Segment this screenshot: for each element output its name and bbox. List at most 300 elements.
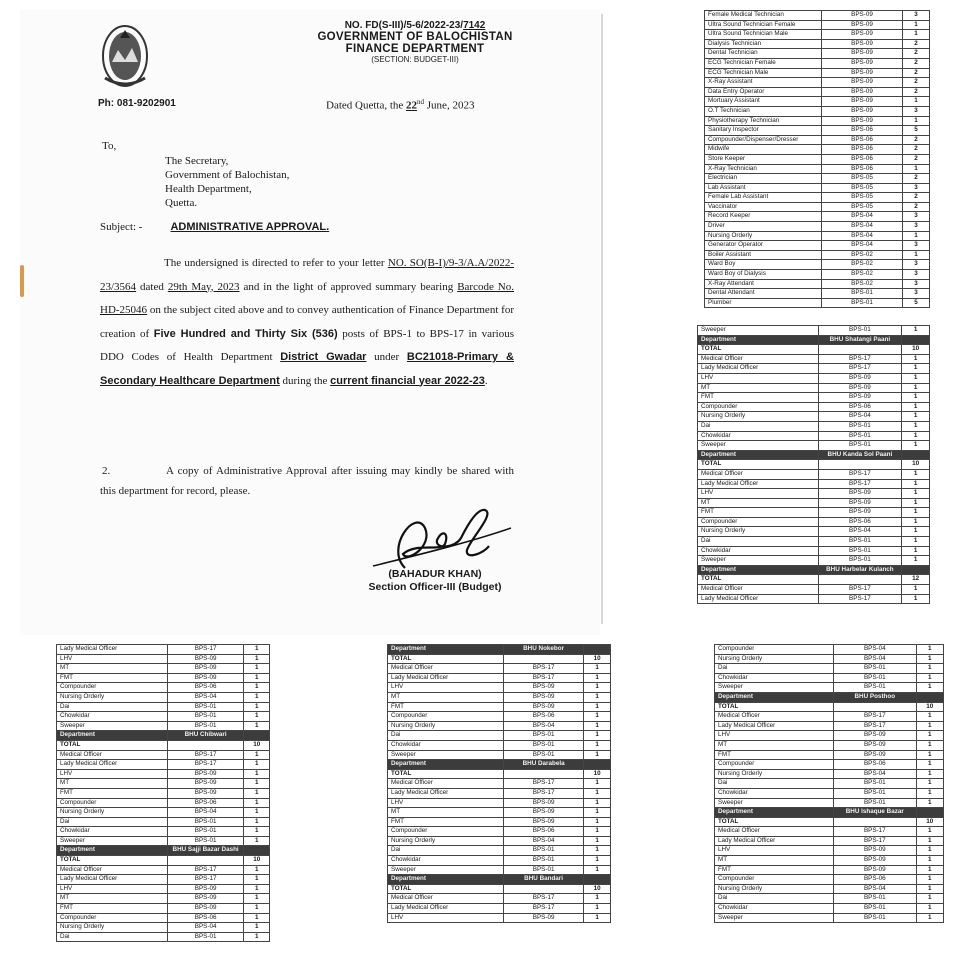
pay-scale: BPS-09	[822, 97, 903, 107]
post-count: 1	[244, 798, 270, 808]
pay-scale: BPS-17	[834, 827, 916, 837]
post-count: 1	[902, 527, 930, 537]
post-count: 1	[584, 788, 611, 798]
post-count: 1	[244, 827, 270, 837]
post-name: Nursing Orderly	[715, 654, 834, 664]
table-row	[57, 779, 270, 789]
post-count: 1	[916, 664, 943, 674]
pay-scale: BPS-09	[167, 894, 244, 904]
table-row	[57, 788, 270, 798]
post-count: 1	[916, 904, 943, 914]
post-count: 1	[244, 702, 270, 712]
table-row	[705, 298, 930, 308]
pay-scale: BPS-09	[818, 508, 902, 518]
table-row	[57, 808, 270, 818]
post-name: Physiotherapy Technician	[705, 116, 822, 126]
paper-clip-mark	[20, 265, 24, 297]
post-count: 10	[584, 654, 611, 664]
post-name: O.T Technician	[705, 106, 822, 116]
post-name: Dialysis Technician	[705, 39, 822, 49]
total-row	[57, 856, 270, 866]
pay-scale: BPS-09	[822, 87, 903, 97]
posts-table	[704, 10, 930, 308]
table-row	[388, 712, 611, 722]
pay-scale: BPS-17	[503, 894, 583, 904]
table-row	[715, 913, 944, 923]
post-count: 1	[244, 808, 270, 818]
post-name: Department	[698, 335, 819, 345]
post-count: 1	[584, 817, 611, 827]
post-name: FMT	[715, 750, 834, 760]
post-name: Compounder	[715, 760, 834, 770]
pay-scale: BPS-01	[167, 836, 244, 846]
department-name: FINANCE DEPARTMENT	[345, 43, 485, 55]
table-row	[715, 884, 944, 894]
table-row	[705, 154, 930, 164]
post-name: Midwife	[705, 145, 822, 155]
table-row	[705, 231, 930, 241]
table-row	[57, 875, 270, 885]
post-name: Lady Medical Officer	[715, 836, 834, 846]
post-name: Chowkidar	[715, 788, 834, 798]
table-row	[698, 489, 930, 499]
post-name: Store Keeper	[705, 154, 822, 164]
pay-scale: BPS-06	[822, 145, 903, 155]
pay-scale: BPS-09	[167, 884, 244, 894]
post-name: Compounder	[388, 712, 504, 722]
post-count: 1	[916, 856, 943, 866]
post-count: 1	[244, 875, 270, 885]
post-name: Chowkidar	[698, 431, 819, 441]
post-name: X-Ray Assistant	[705, 78, 822, 88]
table-row	[705, 20, 930, 30]
pay-scale: BPS-09	[834, 865, 916, 875]
pay-scale	[503, 654, 583, 664]
post-count: 2	[903, 154, 930, 164]
table-row	[388, 731, 611, 741]
pay-scale: BPS-01	[834, 664, 916, 674]
post-count: 3	[903, 11, 930, 21]
post-count: 1	[916, 683, 943, 693]
post-name: Medical Officer	[715, 827, 834, 837]
table-row	[705, 183, 930, 193]
pay-scale: BPS-06	[822, 135, 903, 145]
post-name: Department	[388, 760, 504, 770]
pay-scale: BPS-01	[818, 537, 902, 547]
post-name: FMT	[698, 508, 819, 518]
post-count: 1	[584, 664, 611, 674]
pay-scale: BPS-01	[503, 846, 583, 856]
post-name: Ward Boy	[705, 260, 822, 270]
pay-scale: BPS-06	[818, 517, 902, 527]
post-name: Electrician	[705, 174, 822, 184]
post-count: 1	[244, 788, 270, 798]
post-count: 2	[903, 68, 930, 78]
post-name: Compounder	[388, 827, 504, 837]
post-name: Nursing Orderly	[715, 884, 834, 894]
section-name: (SECTION: BUDGET-III)	[371, 55, 459, 64]
post-count: 2	[903, 135, 930, 145]
table-row	[705, 68, 930, 78]
post-count: 1	[902, 393, 930, 403]
posts-table	[387, 644, 611, 923]
pay-scale: BPS-01	[167, 827, 244, 837]
pay-scale: BPS-06	[503, 827, 583, 837]
post-count	[244, 846, 270, 856]
post-count: 1	[902, 383, 930, 393]
pay-scale: BPS-04	[503, 836, 583, 846]
post-count: 1	[244, 712, 270, 722]
post-name: Lady Medical Officer	[57, 645, 168, 655]
post-name: Chowkidar	[57, 712, 168, 722]
pay-scale: BPS-17	[167, 750, 244, 760]
post-count: 1	[916, 731, 943, 741]
table-row	[705, 202, 930, 212]
post-count: 1	[244, 865, 270, 875]
pay-scale: BPS-06	[822, 126, 903, 136]
posts-list-panel-4	[387, 644, 611, 946]
pay-scale: BPS-04	[167, 692, 244, 702]
post-name: Ward Boy of Dialysis	[705, 270, 822, 280]
table-row	[705, 241, 930, 251]
table-row	[698, 517, 930, 527]
post-name: Boiler Assistant	[705, 250, 822, 260]
post-count: 1	[584, 673, 611, 683]
pay-scale: BPS-17	[834, 712, 916, 722]
pay-scale: BPS-01	[818, 421, 902, 431]
table-row	[715, 712, 944, 722]
post-count	[584, 760, 611, 770]
post-count	[902, 335, 930, 345]
post-name: Dai	[388, 731, 504, 741]
post-count: 2	[903, 39, 930, 49]
post-name: TOTAL	[57, 856, 168, 866]
post-count: 1	[916, 740, 943, 750]
pay-scale: BPS-09	[503, 798, 583, 808]
table-row	[705, 58, 930, 68]
post-count: 1	[584, 740, 611, 750]
table-row	[715, 769, 944, 779]
pay-scale: BPS-01	[167, 817, 244, 827]
post-name: Compounder	[57, 683, 168, 693]
post-count: 10	[584, 769, 611, 779]
table-row	[715, 827, 944, 837]
post-name: Lady Medical Officer	[57, 875, 168, 885]
post-count: 10	[244, 740, 270, 750]
post-name: Nursing Orderly	[698, 412, 819, 422]
post-name: FMT	[388, 702, 504, 712]
pay-scale: BPS-01	[503, 750, 583, 760]
total-row	[715, 817, 944, 827]
pay-scale: BHU Nokebor	[503, 645, 583, 655]
table-row	[715, 865, 944, 875]
post-name: FMT	[57, 788, 168, 798]
pay-scale: BPS-17	[818, 585, 902, 595]
table-row	[388, 836, 611, 846]
approval-letter	[20, 10, 600, 635]
table-row	[698, 546, 930, 556]
pay-scale: BPS-09	[167, 788, 244, 798]
table-row	[698, 383, 930, 393]
pay-scale: BPS-09	[822, 78, 903, 88]
pay-scale: BPS-09	[822, 20, 903, 30]
table-row	[388, 904, 611, 914]
total-row	[57, 740, 270, 750]
table-row	[715, 856, 944, 866]
post-count: 1	[584, 865, 611, 875]
pay-scale: BPS-06	[167, 683, 244, 693]
post-count: 10	[902, 460, 930, 470]
post-count: 1	[902, 479, 930, 489]
post-count: 1	[903, 231, 930, 241]
pay-scale: BPS-04	[818, 527, 902, 537]
table-row	[57, 760, 270, 770]
post-name: Compounder	[715, 645, 834, 655]
pay-scale	[818, 345, 902, 355]
post-name: Medical Officer	[698, 585, 819, 595]
posts-list-panel-2	[697, 325, 930, 632]
post-name: Lady Medical Officer	[57, 760, 168, 770]
post-count: 1	[903, 116, 930, 126]
table-row	[388, 721, 611, 731]
table-row	[388, 846, 611, 856]
table-row	[715, 750, 944, 760]
post-name: Dental Attendant	[705, 289, 822, 299]
post-name: Department	[57, 846, 168, 856]
post-count: 1	[244, 673, 270, 683]
post-name: Ultra Sound Technician Male	[705, 30, 822, 40]
post-count: 1	[916, 894, 943, 904]
table-row	[705, 106, 930, 116]
reference-number: NO. FD(S-III)/5-6/2022-23/7142	[344, 20, 486, 31]
post-count: 3	[903, 212, 930, 222]
post-count: 1	[902, 441, 930, 451]
post-name: Department	[57, 731, 168, 741]
pay-scale: BPS-09	[167, 664, 244, 674]
post-name: Dai	[698, 537, 819, 547]
post-count: 3	[903, 106, 930, 116]
post-name: Sanitary Inspector	[705, 126, 822, 136]
pay-scale: BPS-04	[822, 212, 903, 222]
total-row	[388, 769, 611, 779]
post-count	[902, 450, 930, 460]
post-name: TOTAL	[388, 769, 504, 779]
table-row	[388, 894, 611, 904]
post-name: Medical Officer	[698, 469, 819, 479]
post-count: 1	[903, 97, 930, 107]
pay-scale	[818, 460, 902, 470]
pay-scale: BPS-05	[822, 202, 903, 212]
post-count: 1	[584, 702, 611, 712]
post-count: 1	[584, 827, 611, 837]
table-row	[715, 645, 944, 655]
pay-scale: BPS-09	[167, 779, 244, 789]
post-name: Medical Officer	[388, 894, 504, 904]
post-name: Nursing Orderly	[388, 721, 504, 731]
table-row	[388, 779, 611, 789]
post-count: 1	[584, 779, 611, 789]
table-row	[57, 692, 270, 702]
post-count: 1	[916, 673, 943, 683]
pay-scale: BPS-17	[167, 875, 244, 885]
post-name: Nursing Orderly	[57, 923, 168, 933]
post-name: LHV	[698, 489, 819, 499]
post-count: 1	[244, 721, 270, 731]
post-name: MT	[715, 856, 834, 866]
post-count: 1	[902, 326, 930, 336]
post-name: Sweeper	[388, 750, 504, 760]
total-row	[388, 654, 611, 664]
post-name: Lady Medical Officer	[388, 788, 504, 798]
pay-scale: BHU Harbelar Kulanch	[818, 565, 902, 575]
post-name: Lady Medical Officer	[698, 479, 819, 489]
pay-scale: BPS-01	[503, 731, 583, 741]
table-row	[388, 750, 611, 760]
to-label: To,	[102, 140, 117, 152]
table-row	[698, 469, 930, 479]
pay-scale: BPS-04	[167, 923, 244, 933]
pay-scale: BPS-17	[818, 364, 902, 374]
pay-scale: BPS-02	[822, 279, 903, 289]
post-name: Sweeper	[715, 683, 834, 693]
pay-scale: BPS-06	[167, 798, 244, 808]
table-row	[388, 865, 611, 875]
table-row	[57, 645, 270, 655]
post-name: Lady Medical Officer	[698, 364, 819, 374]
pay-scale: BPS-09	[818, 498, 902, 508]
post-name: Dental Technician	[705, 49, 822, 59]
pay-scale: BPS-09	[818, 373, 902, 383]
pay-scale: BPS-17	[818, 479, 902, 489]
pay-scale: BPS-01	[818, 546, 902, 556]
post-name: Sweeper	[715, 913, 834, 923]
post-name: Nursing Orderly	[57, 692, 168, 702]
post-name: Ultra Sound Technician Female	[705, 20, 822, 30]
post-name: Chowkidar	[715, 673, 834, 683]
post-name: Department	[698, 450, 819, 460]
post-count: 3	[903, 289, 930, 299]
table-row	[57, 798, 270, 808]
post-count: 1	[244, 913, 270, 923]
post-count: 1	[584, 683, 611, 693]
post-count: 1	[902, 402, 930, 412]
post-name: Dai	[388, 846, 504, 856]
table-row	[705, 30, 930, 40]
table-row	[57, 769, 270, 779]
table-row	[388, 664, 611, 674]
pay-scale: BPS-01	[822, 298, 903, 308]
pay-scale: BPS-01	[503, 865, 583, 875]
pay-scale: BPS-09	[834, 856, 916, 866]
pay-scale: BPS-17	[167, 760, 244, 770]
recipient-address: The Secretary, Government of Balochistan, Health Department, Quetta.	[165, 155, 290, 209]
pay-scale: BPS-01	[167, 702, 244, 712]
post-name: FMT	[388, 817, 504, 827]
post-name: Department	[388, 645, 504, 655]
table-row	[705, 126, 930, 136]
pay-scale: BPS-17	[503, 904, 583, 914]
pay-scale: BPS-17	[834, 721, 916, 731]
post-name: LHV	[57, 769, 168, 779]
paragraph-2: 2. A copy of Administrative Approval after issuing may kindly be shared with this department for record, please.	[100, 465, 514, 497]
post-name: FMT	[715, 865, 834, 875]
post-count: 1	[584, 836, 611, 846]
post-count: 3	[903, 260, 930, 270]
post-count: 1	[916, 788, 943, 798]
table-row	[715, 683, 944, 693]
post-count: 1	[916, 645, 943, 655]
department-header-row	[57, 731, 270, 741]
subject-line: Subject: - ADMINISTRATIVE APPROVAL.	[100, 221, 330, 233]
post-count: 1	[916, 798, 943, 808]
pay-scale: BPS-09	[834, 740, 916, 750]
pay-scale: BPS-04	[822, 231, 903, 241]
post-name: Record Keeper	[705, 212, 822, 222]
post-name: TOTAL	[388, 654, 504, 664]
table-row	[388, 702, 611, 712]
table-row	[698, 498, 930, 508]
pay-scale: BPS-09	[822, 68, 903, 78]
table-row	[388, 913, 611, 923]
table-row	[698, 594, 930, 604]
table-row	[388, 827, 611, 837]
pay-scale: BPS-01	[503, 856, 583, 866]
post-count: 1	[244, 779, 270, 789]
post-count: 3	[903, 222, 930, 232]
post-count	[916, 692, 943, 702]
post-count: 1	[244, 750, 270, 760]
table-row	[57, 817, 270, 827]
department-header-row	[388, 760, 611, 770]
pay-scale: BPS-09	[822, 39, 903, 49]
table-row	[705, 270, 930, 280]
pay-scale: BHU Kanda Sol Paani	[818, 450, 902, 460]
post-count	[584, 875, 611, 885]
pay-scale: BPS-05	[822, 183, 903, 193]
table-row	[705, 279, 930, 289]
pay-scale: BPS-09	[167, 904, 244, 914]
table-row	[57, 836, 270, 846]
pay-scale	[503, 884, 583, 894]
post-count: 2	[903, 174, 930, 184]
pay-scale: BPS-17	[818, 594, 902, 604]
pay-scale	[167, 740, 244, 750]
pay-scale: BPS-04	[834, 769, 916, 779]
table-row	[705, 97, 930, 107]
pay-scale: BPS-09	[167, 654, 244, 664]
pay-scale: BPS-04	[167, 808, 244, 818]
post-name: MT	[57, 664, 168, 674]
pay-scale: BPS-04	[818, 412, 902, 422]
post-count: 1	[903, 20, 930, 30]
pay-scale: BPS-17	[503, 788, 583, 798]
post-count: 1	[244, 769, 270, 779]
posts-table	[714, 644, 944, 923]
pay-scale: BPS-09	[503, 808, 583, 818]
post-count: 3	[903, 279, 930, 289]
table-row	[715, 779, 944, 789]
pay-scale: BPS-04	[822, 222, 903, 232]
pay-scale: BPS-09	[834, 750, 916, 760]
table-row	[715, 798, 944, 808]
post-name: Compounder/Dispenser/Dresser	[705, 135, 822, 145]
post-count: 1	[916, 884, 943, 894]
table-row	[57, 865, 270, 875]
department-header-row	[698, 335, 930, 345]
table-row	[388, 740, 611, 750]
post-name: MT	[57, 894, 168, 904]
post-name: Chowkidar	[715, 904, 834, 914]
